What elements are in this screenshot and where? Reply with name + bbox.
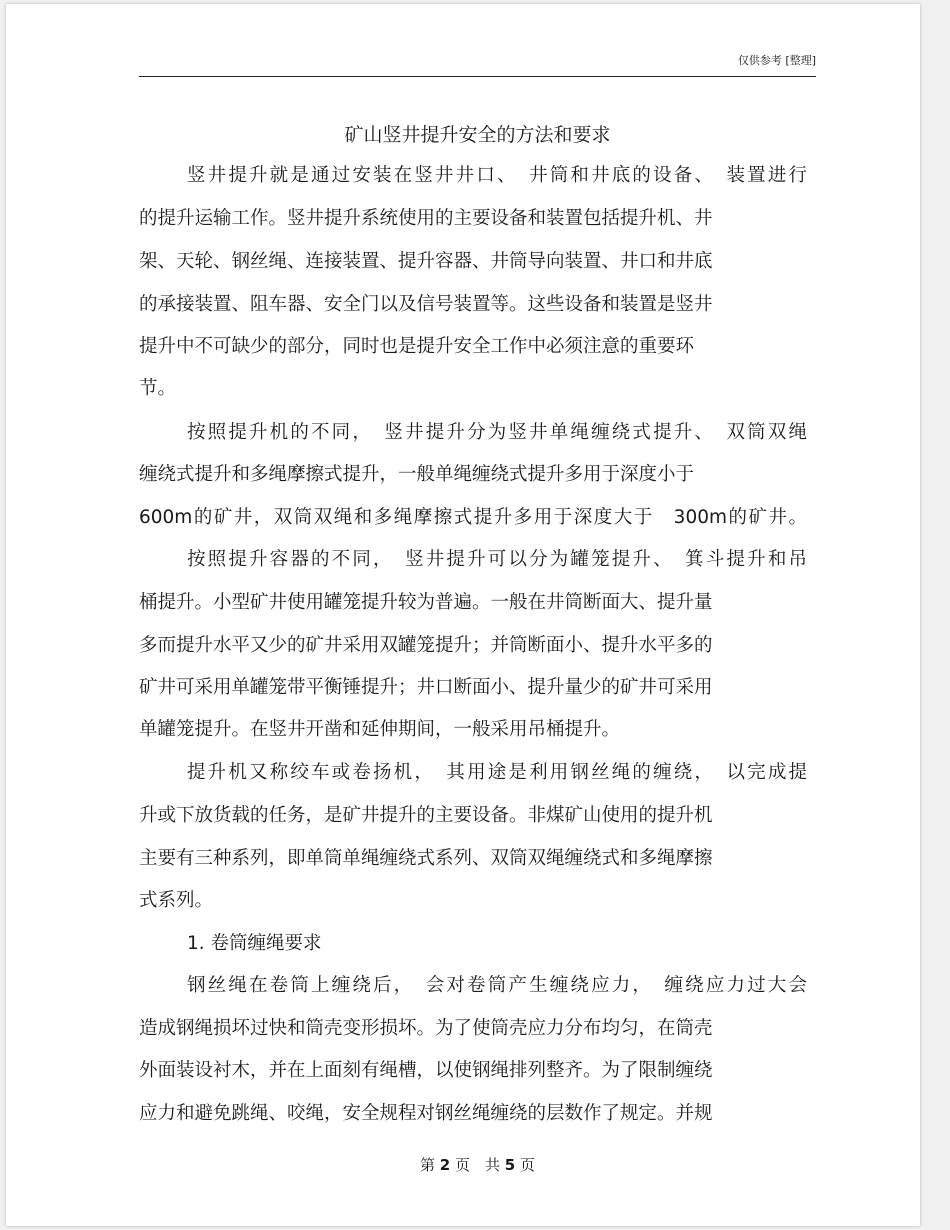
body-line: 外面装设衬木，并在上面刻有绳槽，以使钢绳排列整齐。为了限制缠绕 xyxy=(139,1060,713,1081)
body-line: 缠绕式提升和多绳摩擦式提升，一般单绳缠绕式提升多用于深度小于 xyxy=(139,464,695,485)
body-line: 造成钢绳损坏过快和筒壳变形损坏。为了使筒壳应力分布均匀，在筒壳 xyxy=(139,1018,713,1039)
body-line: 按照提升容器的不同， 竖井提升可以分为罐笼提升、 箕斗提升和吊 xyxy=(187,549,807,570)
body-line: 式系列。 xyxy=(139,890,214,911)
footer-mid: 页 共 xyxy=(454,1156,500,1174)
body-line: 提升中不可缺少的部分，同时也是提升安全工作中必须注意的重要环 xyxy=(139,336,695,357)
body-line: 多而提升水平又少的矿井采用双罐笼提升；并筒断面小、提升水平多的 xyxy=(139,635,713,656)
body-line: 钢丝绳在卷筒上缠绕后， 会对卷筒产生缠绕应力， 缠绕应力过大会 xyxy=(187,975,807,996)
body-line: 单罐笼提升。在竖井开凿和延伸期间，一般采用吊桶提升。 xyxy=(139,719,621,740)
body-line: 升或下放货载的任务，是矿井提升的主要设备。非煤矿山使用的提升机 xyxy=(139,805,713,826)
footer-total-pages: 5 xyxy=(504,1156,516,1174)
body-line: 架、天轮、钢丝绳、连接装置、提升容器、井筒导向装置、井口和井底 xyxy=(139,251,713,272)
body-line: 的提升运输工作。竖井提升系统使用的主要设备和装置包括提升机、井 xyxy=(139,208,713,229)
section-heading: 1. 卷筒缠绳要求 xyxy=(187,933,322,954)
header-note: 仅供参考 [整理] xyxy=(737,54,816,67)
body-line: 600m的矿井，双筒双绳和多绳摩擦式提升多用于深度大于 300m的矿井。 xyxy=(139,507,807,528)
header-rule xyxy=(139,76,816,77)
body-line: 提升机又称绞车或卷扬机， 其用途是利用钢丝绳的缠绕， 以完成提 xyxy=(187,762,807,783)
body-line: 矿井可采用单罐笼带平衡锤提升；井口断面小、提升量少的矿井可采用 xyxy=(139,677,713,698)
body-line: 按照提升机的不同， 竖井提升分为竖井单绳缠绕式提升、 双筒双绳 xyxy=(187,422,807,443)
body-line: 桶提升。小型矿井使用罐笼提升较为普遍。一般在井筒断面大、提升量 xyxy=(139,592,713,613)
document-page xyxy=(6,4,920,1226)
body-line: 竖井提升就是通过安装在竖井井口、 井筒和井底的设备、 装置进行 xyxy=(187,165,807,186)
footer-page-number: 2 xyxy=(439,1156,451,1174)
body-line: 的承接装置、阻车器、安全门以及信号装置等。这些设备和装置是竖井 xyxy=(139,294,713,315)
body-line: 应力和避免跳绳、咬绳，安全规程对钢丝绳缠绕的层数作了规定。并规 xyxy=(139,1103,713,1124)
footer-prefix: 第 xyxy=(419,1156,435,1174)
body-line: 节。 xyxy=(139,378,177,399)
body-line: 主要有三种系列，即单筒单绳缠绕式系列、双筒双绳缠绕式和多绳摩擦 xyxy=(139,848,713,869)
page-footer xyxy=(139,1154,816,1175)
footer-suffix: 页 xyxy=(520,1156,536,1174)
document-title: 矿山竖井提升安全的方法和要求 xyxy=(344,124,611,146)
